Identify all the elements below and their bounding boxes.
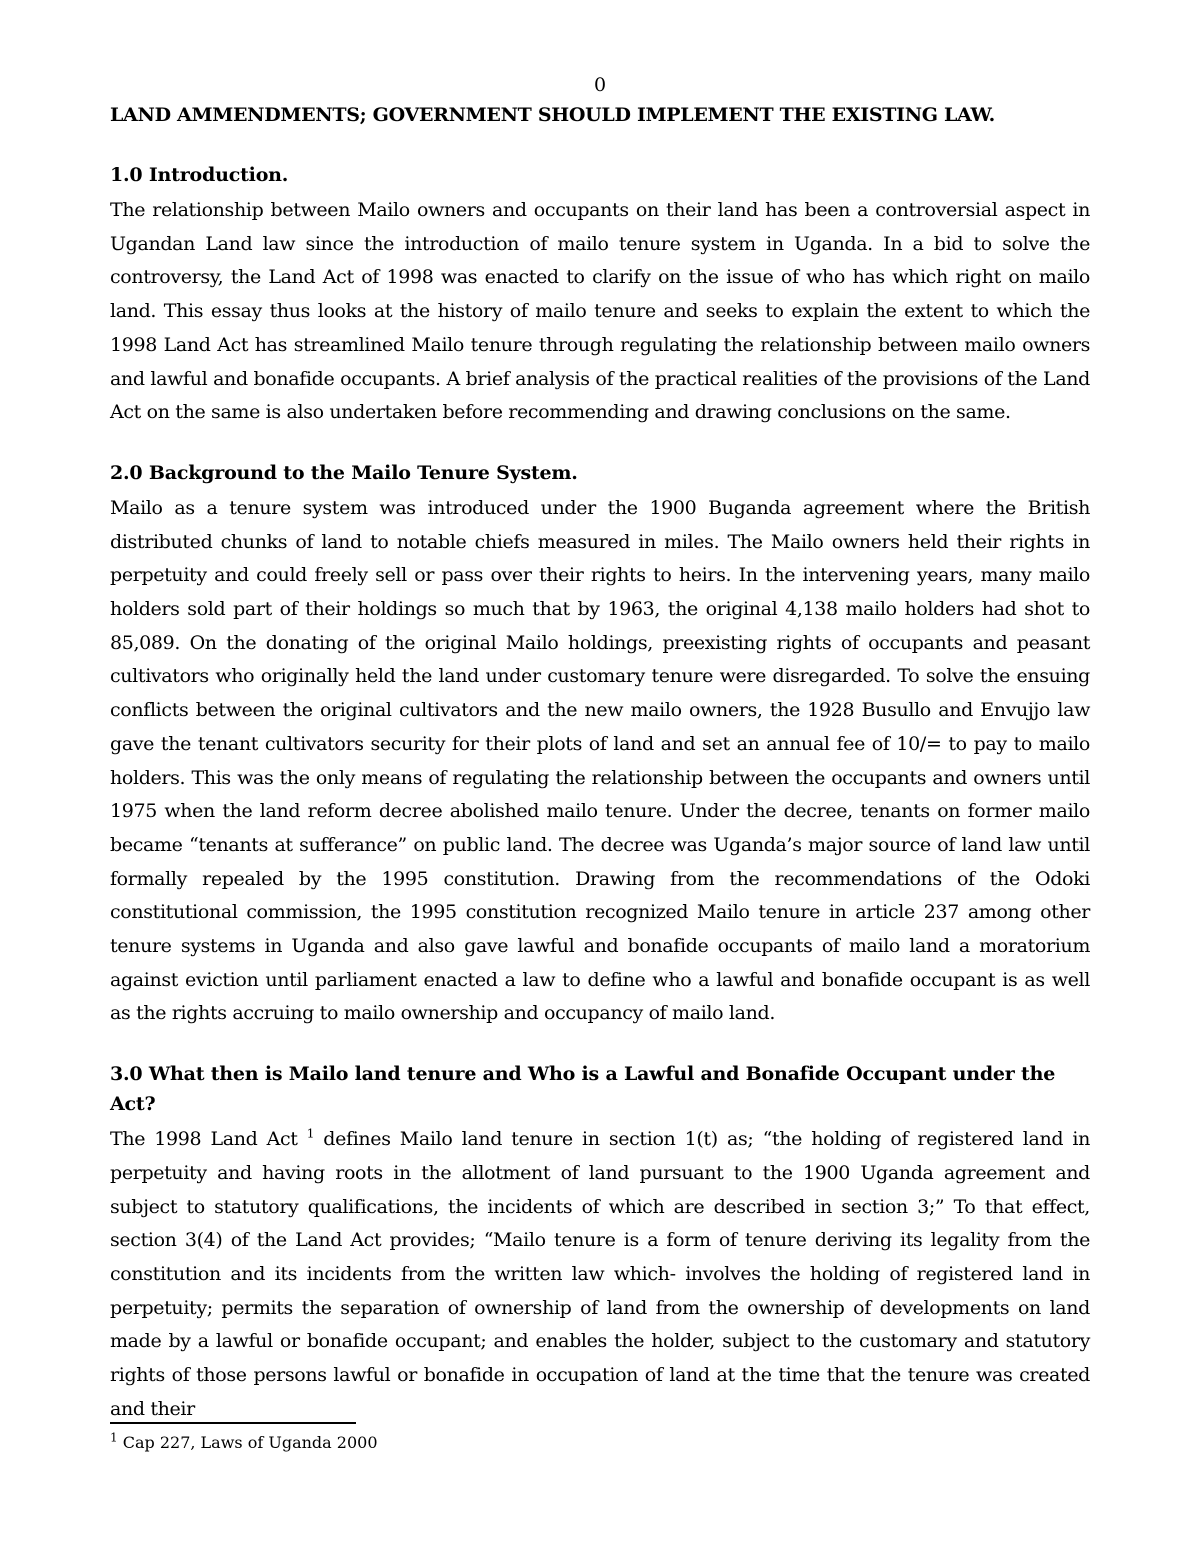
footnote xyxy=(110,1432,378,1454)
section-heading: 3.0 What then is Mailo land tenure and Who is a Lawful and Bonafide Occupant under the Act? xyxy=(110,1063,1056,1116)
paragraph-text-start: The 1998 Land Act xyxy=(110,1128,298,1151)
document-page xyxy=(110,70,1090,1427)
section-paragraph: Mailo as a tenure system was introduced under the 1900 Buganda agreement where the British distributed chunks of land to notable chiefs measured in miles. The Mailo owners held their rights in perpetuity and could freely sell or pass over their rights to heirs. In the intervening years, many mailo holders sold part of their holdings so much that by 1963, the original 4,138 mailo holders had shot to 85,089. On the donating of the original Mailo holdings, preexisting rights of occupants and peasant cultivators who originally held the land under customary tenure were disregarded. To solve the ensuing conflicts between the original cultivators and the new mailo owners, the 1928 Busullo and Envujjo law gave the tenant cultivators security for their plots of land and set an annual fee of 10/= to pay to mailo holders. This was the only means of regulating the relationship between the occupants and owners until 1975 when the land reform decree abolished mailo tenure. Under the decree, tenants on former mailo became “tenants at sufferance” on public land. The decree was Uganda’s major source of land law until formally repealed by the 1995 constitution. Drawing from the recommendations of the Odoki constitutional commission, the 1995 constitution recognized Mailo tenure in article 237 among other tenure systems in Uganda and also gave lawful and bonafide occupants of mailo land a moratorium against eviction until parliament enacted a law to define who a lawful and bonafide occupant is as well as the rights accruing to mailo ownership and occupancy of mailo land. xyxy=(110,496,1090,1025)
section-heading: 1.0 Introduction. xyxy=(110,164,289,186)
section-introduction xyxy=(110,160,1090,430)
section-paragraph xyxy=(110,1123,1090,1426)
footnote-reference[interactable]: 1 xyxy=(306,1126,315,1141)
section-heading: 2.0 Background to the Mailo Tenure System. xyxy=(110,461,578,484)
footnote-text: Cap 227, Laws of Uganda 2000 xyxy=(117,1433,378,1452)
paragraph-text-rest: defines Mailo land tenure in section 1(t) as; “the holding of registered land in perpetuity and having roots in the allotment of land pursuant to the 1900 Uganda agreement and subject to statutory qualifications, the incidents of which are described in section 3;” To that effect, section 3(4) of the Land Act provides; “Mailo tenure is a form of tenure deriving its legality from the constitution and its incidents from the written law which- involves the holding of registered land in perpetuity; permits the separation of ownership of land from the ownership of developments on land made by a lawful or bonafide occupant; and enables the holder, subject to the customary and statutory rights of those persons lawful or bonafide in occupation of land at the time that the tenure was created and their xyxy=(110,1128,1090,1420)
footnote-marker: 1 xyxy=(110,1430,118,1445)
section-background xyxy=(110,458,1090,1031)
footnote-separator xyxy=(110,1422,356,1424)
page-number: 0 xyxy=(593,74,607,96)
section-paragraph: The relationship between Mailo owners and occupants on their land has been a controversial aspect in Ugandan Land law since the introduction of mailo tenure system in Uganda. In a bid to solve the controversy, the Land Act of 1998 was enacted to clarify on the issue of who has which right on mailo land. This essay thus looks at the history of mailo tenure and seeks to explain the extent to which the 1998 Land Act has streamlined Mailo tenure through regulating the relationship between mailo owners and lawful and bonafide occupants. A brief analysis of the practical realities of the provisions of the Land Act on the same is also undertaken before recommending and drawing conclusions on the same. xyxy=(110,199,1090,424)
document-title: LAND AMMENDMENTS; GOVERNMENT SHOULD IMPLEMENT THE EXISTING LAW. xyxy=(110,104,995,126)
section-mailo-definition xyxy=(110,1059,1090,1426)
